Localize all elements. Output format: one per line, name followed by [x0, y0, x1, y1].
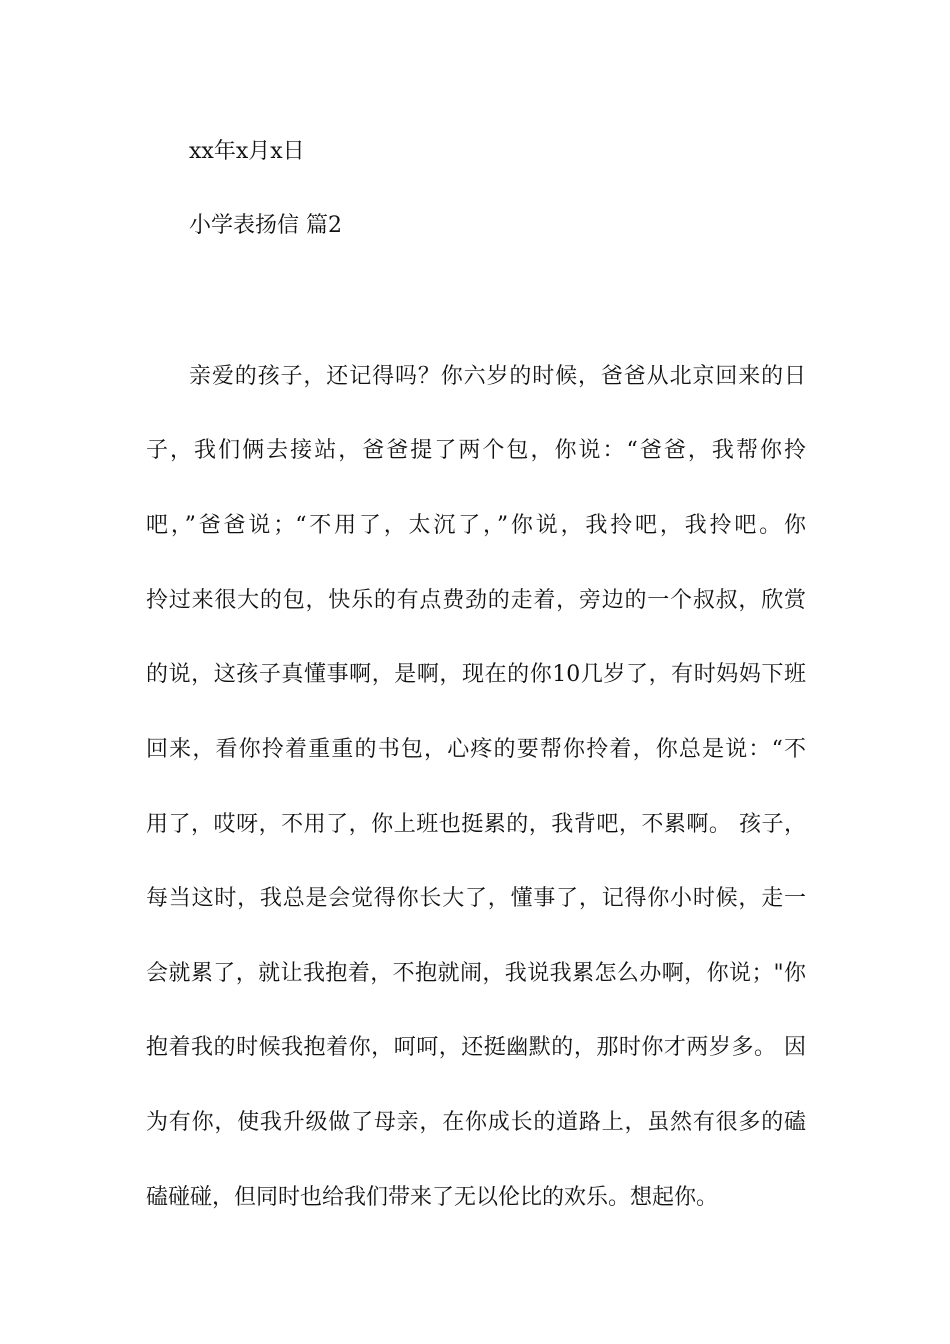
paragraph-line-11: 为有你，使我升级做了母亲，在你成长的道路上，虽然有很多的磕 — [146, 1110, 806, 1135]
paragraph-line-9: 会就累了，就让我抱着，不抱就闹，我说我累怎么办啊，你说；"你 — [146, 961, 806, 986]
paragraph-line-8: 每当这时，我总是会觉得你长大了，懂事了，记得你小时候，走一 — [146, 886, 806, 911]
paragraph-line-10: 抱着我的时候我抱着你，呵呵，还挺幽默的，那时你才两岁多。 因 — [146, 1035, 806, 1060]
letter-date: xx年x月x日 — [189, 139, 305, 164]
paragraph-line-2: 子，我们俩去接站，爸爸提了两个包，你说：“爸爸，我帮你拎 — [146, 438, 806, 463]
paragraph-line-6: 回来，看你拎着重重的书包，心疼的要帮你拎着，你总是说：“不 — [146, 737, 806, 762]
paragraph-line-7: 用了，哎呀，不用了，你上班也挺累的，我背吧，不累啊。 孩子， — [146, 812, 806, 837]
paragraph-line-1: 亲爱的孩子，还记得吗？你六岁的时候，爸爸从北京回来的日 — [189, 364, 806, 389]
paragraph-line-4: 拎过来很大的包，快乐的有点费劲的走着，旁边的一个叔叔，欣赏 — [146, 588, 806, 613]
letter-heading: 小学表扬信 篇2 — [189, 213, 342, 238]
paragraph-line-5: 的说，这孩子真懂事啊，是啊，现在的你10几岁了，有时妈妈下班 — [146, 662, 806, 687]
paragraph-line-3: 吧，”爸爸说；“不用了，太沉了，”你说，我拎吧，我拎吧。你 — [146, 513, 806, 538]
paragraph-line-12: 磕碰碰，但同时也给我们带来了无以伦比的欢乐。想起你。 — [146, 1185, 719, 1210]
